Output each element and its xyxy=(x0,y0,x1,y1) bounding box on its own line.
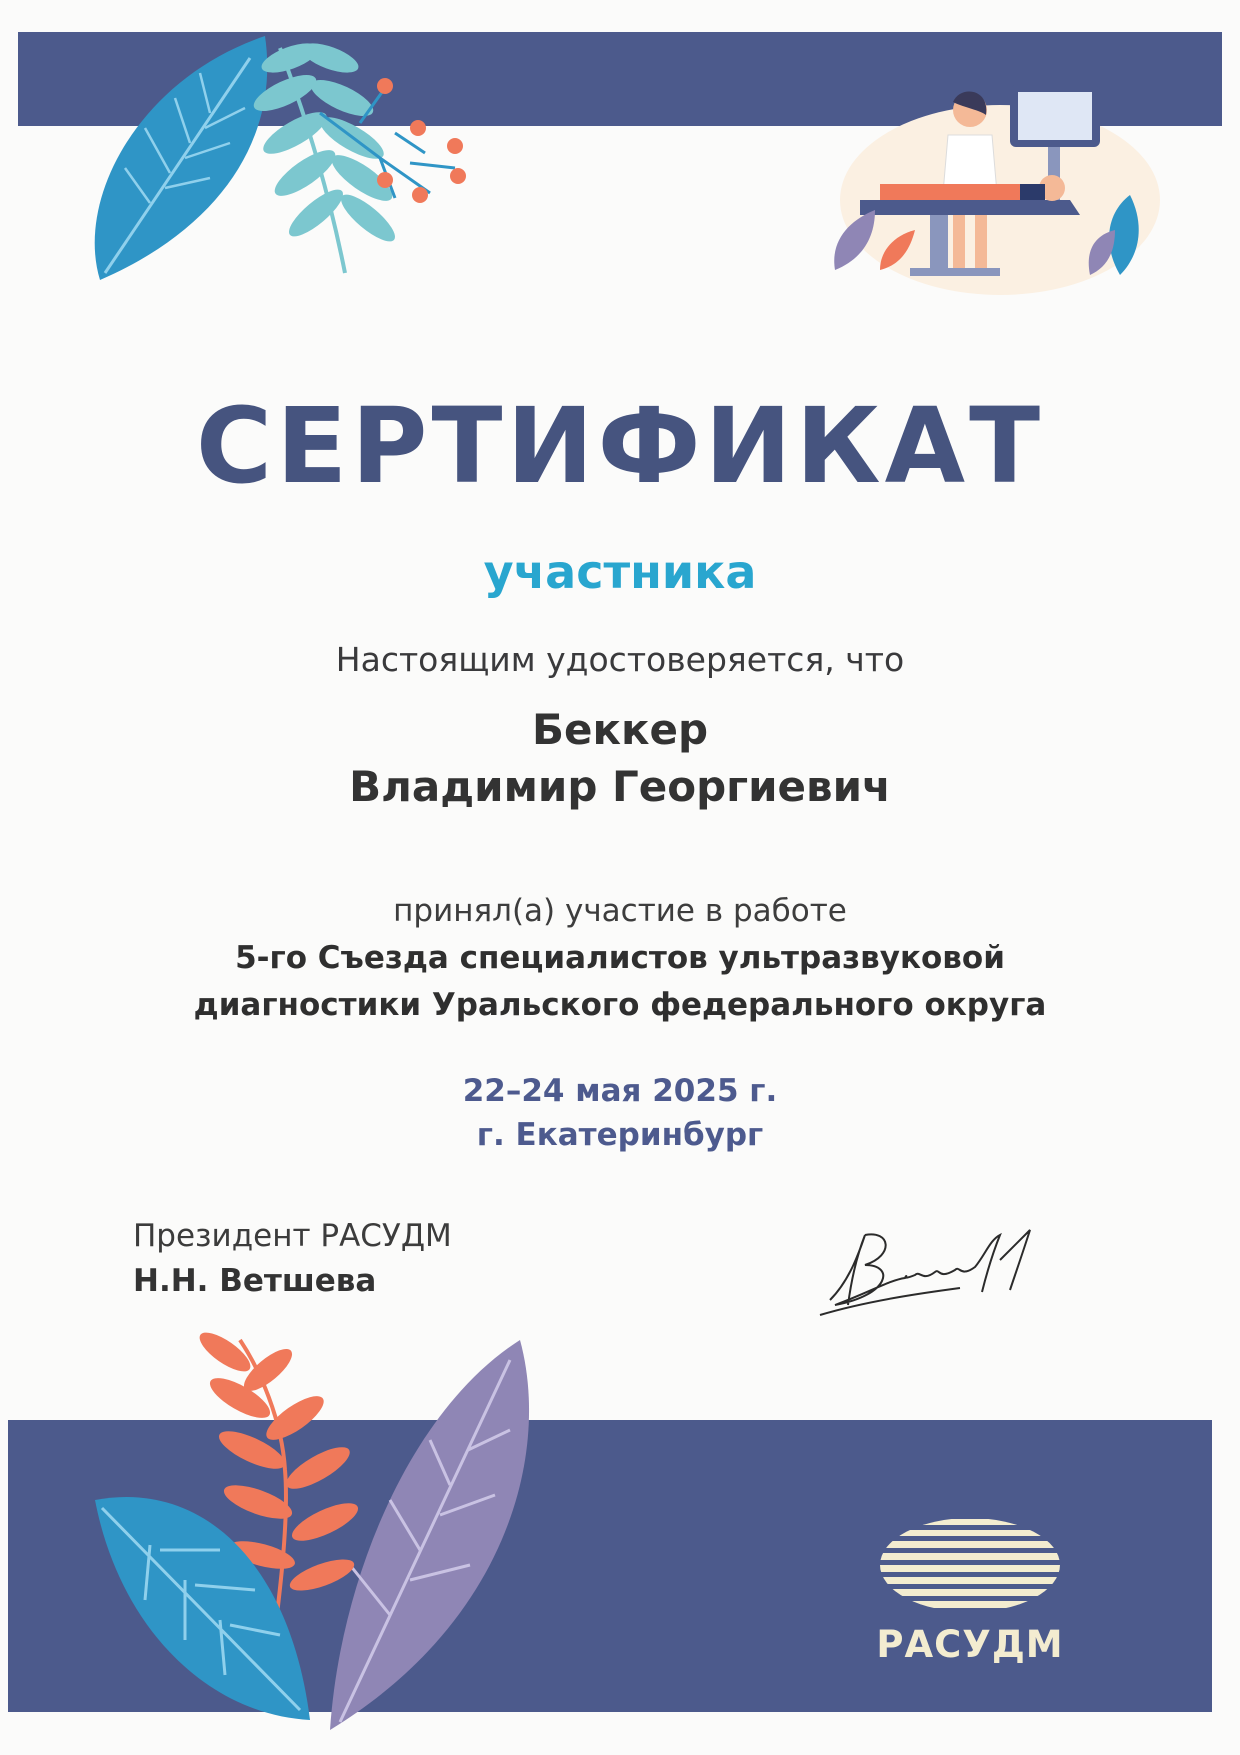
certificate-title: СЕРТИФИКАТ xyxy=(195,385,1045,507)
ultrasound-exam-illustration xyxy=(820,80,1160,310)
certify-text: Настоящим удостоверяется, что xyxy=(335,640,905,679)
event-city: г. Екатеринбург xyxy=(476,1117,764,1153)
signatory-name: Н.Н. Ветшева xyxy=(133,1263,377,1299)
signatory-position: Президент РАСУДМ xyxy=(133,1218,452,1254)
leaf-illustration-top xyxy=(80,18,480,288)
leaf-illustration-bottom xyxy=(90,1330,550,1750)
participation-text: принял(а) участие в работе xyxy=(393,893,847,929)
event-name-line-1: 5-го Съезда специалистов ультразвуковой xyxy=(235,940,1005,976)
event-name-line-2: диагностики Уральского федерального округа xyxy=(193,987,1047,1023)
participant-given-names: Владимир Георгиевич xyxy=(349,762,891,811)
event-dates: 22–24 мая 2025 г. xyxy=(462,1073,778,1109)
signature xyxy=(810,1220,1070,1320)
rasudm-logo-text: РАСУДМ xyxy=(876,1623,1064,1666)
participant-surname: Беккер xyxy=(531,705,709,754)
certificate-subtitle: участника xyxy=(483,545,757,599)
